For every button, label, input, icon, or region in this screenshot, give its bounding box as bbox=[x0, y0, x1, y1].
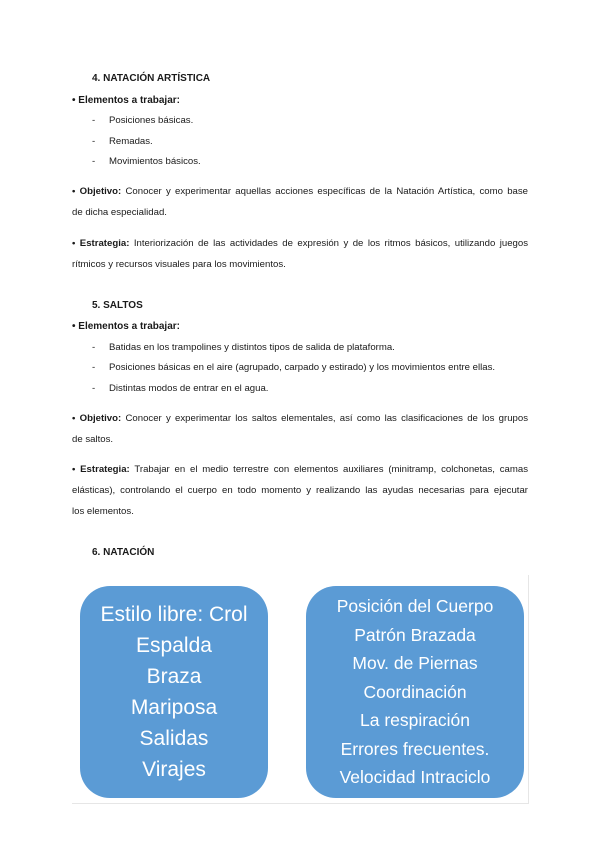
item-text: Posiciones básicas. bbox=[109, 115, 194, 126]
item-text: Batidas en los trampolines y distintos tipos de salida de plataforma. bbox=[109, 342, 395, 353]
estrategia-text: rítmicos y recursos visuales para los movimientos. bbox=[72, 259, 286, 270]
section-5-item: - Posiciones básicas en el aire (agrupado, carpado y estirado) y los movimientos entre ellas. bbox=[92, 362, 496, 373]
objetivo-text: de saltos. bbox=[72, 434, 114, 445]
item-text: Remadas. bbox=[109, 136, 153, 147]
topic-label: Patrón Brazada bbox=[354, 624, 476, 645]
item-text: Movimientos básicos. bbox=[109, 156, 201, 167]
estrategia-text: Trabajar en el medio terrestre con elementos auxiliares (minitramp, colchonetas, camas bbox=[134, 464, 528, 475]
section-5-item: - Distintas modos de entrar en el agua. bbox=[92, 383, 269, 394]
topic-label: Mov. de Piernas bbox=[352, 653, 478, 674]
section-4-item: - Remadas. bbox=[92, 136, 153, 147]
topic-label: Espalda bbox=[136, 634, 212, 657]
topic-label: Errores frecuentes. bbox=[340, 738, 490, 759]
objetivo-text: Conocer y experimentar los saltos elementales, así como las clasificaciones de los grupos bbox=[125, 413, 528, 424]
topic-label: Salidas bbox=[139, 727, 209, 750]
item-text: Posiciones básicas en el aire (agrupado, carpado y estirado) y los movimientos entre ellas. bbox=[109, 362, 496, 373]
objetivo-text: Conocer y experimentar aquellas acciones específicas de la Natación Artística, como base bbox=[125, 186, 529, 197]
estrategia-label: • Estrategia: bbox=[72, 238, 130, 249]
topic-label: Braza bbox=[146, 665, 202, 688]
objetivo-text: de dicha especialidad. bbox=[72, 207, 167, 218]
estrategia-text: elásticas), controlando el cuerpo en todo momento y realizando las ayudas necesarias para ejecutar bbox=[72, 485, 528, 496]
topic-label: Posición del Cuerpo bbox=[336, 596, 494, 617]
section-5-heading: 5. SALTOS bbox=[92, 300, 143, 311]
section-6-heading: 6. NATACIÓN bbox=[92, 547, 155, 558]
estrategia-text: los elementos. bbox=[72, 506, 134, 517]
estrategia-text: Interiorización de las actividades de expresión y de los ritmos básicos, utilizando juegos bbox=[133, 238, 529, 249]
section-5-estrategia bbox=[72, 459, 528, 522]
section-4-item: - Movimientos básicos. bbox=[92, 156, 201, 167]
section-4-item: - Posiciones básicas. bbox=[92, 115, 194, 126]
section-5-elements-label: • Elementos a trabajar: bbox=[72, 321, 180, 332]
natacion-diagram bbox=[72, 575, 529, 804]
section-4-estrategia bbox=[72, 233, 528, 275]
topic-label: Velocidad Intraciclo bbox=[339, 767, 491, 788]
section-5-item: - Batidas en los trampolines y distintos tipos de salida de plataforma. bbox=[92, 342, 395, 353]
section-4-elements-label: • Elementos a trabajar: bbox=[72, 95, 180, 106]
objetivo-label: • Objetivo: bbox=[72, 186, 122, 197]
topic-label: Virajes bbox=[142, 758, 206, 781]
right-topics-box bbox=[306, 586, 524, 798]
item-text: Distintas modos de entrar en el agua. bbox=[109, 383, 269, 394]
topic-label: Mariposa bbox=[130, 696, 218, 719]
topic-label: La respiración bbox=[360, 710, 470, 731]
topic-label: Coordinación bbox=[363, 681, 467, 702]
section-5-objetivo bbox=[72, 408, 528, 450]
left-topics-box bbox=[80, 586, 268, 798]
section-4-heading: 4. NATACIÓN ARTÍSTICA bbox=[92, 73, 211, 84]
estrategia-label: • Estrategia: bbox=[72, 464, 130, 475]
topic-label: Estilo libre: Crol bbox=[100, 603, 248, 626]
objetivo-label: • Objetivo: bbox=[72, 413, 122, 424]
section-4-objetivo bbox=[72, 181, 528, 223]
